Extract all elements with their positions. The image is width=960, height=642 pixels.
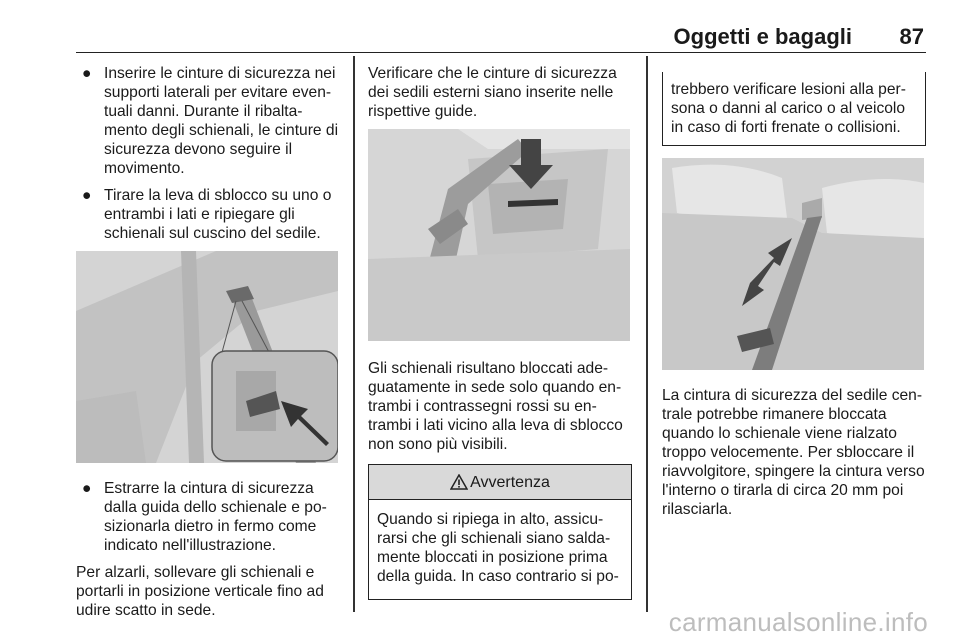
paragraph: La cintura di sicurezza del sedile cen-trale potrebbe rimanere bloccata quando lo schienale viene rialzato troppo velocemente. Per sbloccare il riavvolgitore, spingere la cintura verso l'interno o tirarla di circa 20 mm poi rilasciarla. xyxy=(662,387,925,518)
list-item-text: Estrarre la cintura di sicurezza dalla guida dello schienale e po-sizionarla dietro in fermo come indicato nell'illustrazione. xyxy=(104,480,327,554)
page-header xyxy=(76,22,926,53)
belt-guide-drawing xyxy=(368,129,630,341)
warning-box xyxy=(368,464,632,600)
bullet-icon: ● xyxy=(82,65,92,82)
page-number: 87 xyxy=(899,24,924,49)
warning-header xyxy=(369,465,631,500)
list-item xyxy=(76,64,342,178)
paragraph: Gli schienali risultano bloccati ade-guatamente in sede solo quando en-trambi i contrassegni rossi su en-trambi i lati vicino alla leva di sblocco non sono più visibili. xyxy=(368,360,623,453)
paragraph: Per alzarli, sollevare gli schienali e portarli in posizione verticale fino ad udire scatto in sede. xyxy=(76,564,324,619)
warning-title: Avvertenza xyxy=(470,473,550,491)
seat-lever-drawing xyxy=(76,251,338,463)
bullet-icon: ● xyxy=(82,480,92,497)
list-item-text: Inserire le cinture di sicurezza nei supporti laterali per evitare even-tuali danni. Durante il ribalta-mento degli schienali, le cinture di sicurezza devono seguire il movimento. xyxy=(104,65,339,177)
column-3 xyxy=(662,72,928,519)
paragraph: Verificare che le cinture di sicurezza dei sedili esterni siano inserite nelle rispettive guide. xyxy=(368,65,617,120)
illustration-seat-lever xyxy=(76,251,338,463)
list-item-text: Tirare la leva di sblocco su uno o entrambi i lati e ripiegare gli schienali sul cuscino del sedile. xyxy=(104,187,332,242)
column-2 xyxy=(368,64,634,600)
column-divider xyxy=(353,56,355,612)
illustration-center-belt xyxy=(662,158,924,370)
page-title: Oggetti e bagagli xyxy=(673,24,852,49)
bullet-list xyxy=(76,479,342,555)
watermark: carmanualsonline.info xyxy=(668,607,928,637)
bullet-list xyxy=(76,64,342,243)
column-divider xyxy=(646,56,648,612)
column-1 xyxy=(76,64,342,620)
illustration-belt-guide xyxy=(368,129,630,341)
bullet-icon: ● xyxy=(82,187,92,204)
list-item xyxy=(76,479,342,555)
warning-triangle-icon xyxy=(450,474,468,490)
list-item xyxy=(76,186,342,243)
warning-continued: trebbero verificare lesioni alla per-sona o danni al carico o al veicolo in caso di forti frenate o collisioni. xyxy=(662,72,926,146)
center-belt-drawing xyxy=(662,158,924,370)
warning-body: Quando si ripiega in alto, assicu-rarsi che gli schienali siano salda-mente bloccati in posizione prima della guida. In caso contrario si po- xyxy=(377,511,619,585)
